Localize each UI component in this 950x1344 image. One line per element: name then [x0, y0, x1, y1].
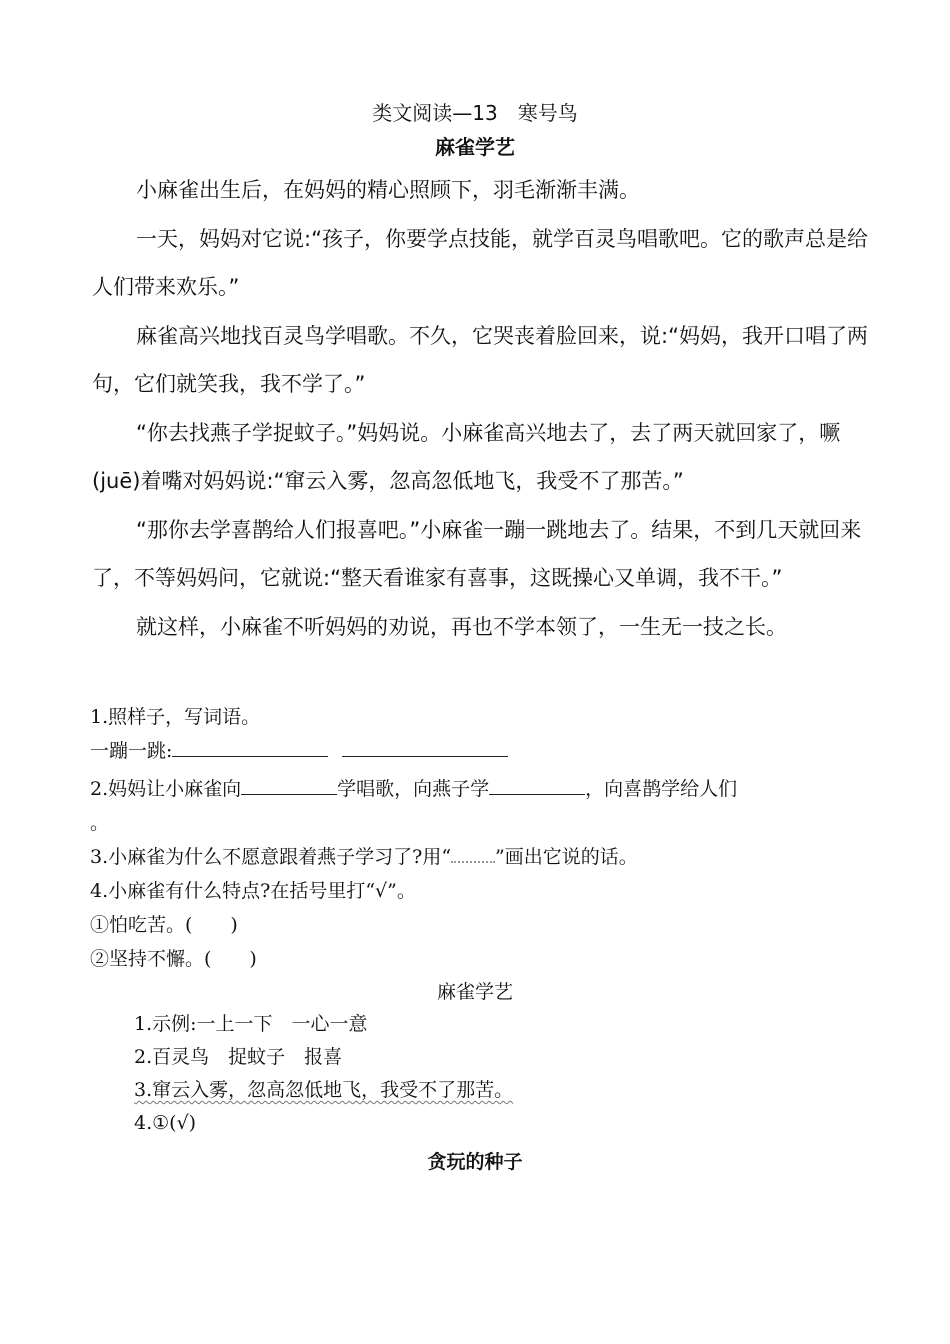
story-title: 麻雀学艺: [435, 135, 515, 159]
answer-blank-1b[interactable]: [342, 736, 508, 757]
question-2-part1: 2.妈妈让小麻雀向: [90, 778, 242, 800]
question-2-part2: 学唱歌，向燕子学: [337, 778, 490, 800]
story-paragraph-5: “那你去学喜鹊给人们报喜吧。”小麻雀一蹦一跳地去了。结果，不到几天就回来了，不等妈妈问，它就说:“整天看谁家有喜事，这既操心又单调，我不干。”: [92, 517, 862, 590]
question-2-end: 。: [90, 812, 110, 834]
answers-title: 麻雀学艺: [436, 981, 513, 1003]
question-3-part1: 3.小麻雀为什么不愿意跟着燕子学习了?用“: [90, 846, 452, 868]
questions-section: [90, 700, 880, 976]
question-1-example-label: 一蹦一跳:: [90, 740, 173, 762]
answer-blank-2b[interactable]: [489, 774, 585, 795]
question-2-part3: ，向喜鹊学给人们: [585, 778, 738, 800]
story-paragraph-3: 麻雀高兴地找百灵鸟学唱歌。不久，它哭丧着脸回来，说:“妈妈，我开口唱了两句，它们就笑我，我不学了。”: [92, 323, 868, 396]
answers-section: [134, 1008, 834, 1140]
story-paragraph-1: 小麻雀出生后，在妈妈的精心照顾下，羽毛渐渐丰满。: [136, 178, 640, 202]
lesson-title: 类文阅读—13 寒号鸟: [372, 101, 578, 125]
question-2: [90, 772, 880, 806]
answer-2: 2.百灵鸟 捉蚊子 报喜: [134, 1046, 343, 1068]
answer-blank-2a[interactable]: [241, 774, 337, 795]
story-text: [92, 166, 872, 651]
question-1-example: [90, 734, 880, 768]
story-paragraph-2: 一天，妈妈对它说:“孩子，你要学点技能，就学百灵鸟唱歌吧。它的歌声总是给人们带来欢乐。”: [92, 226, 868, 299]
next-story-title: 贪玩的种子: [427, 1151, 523, 1173]
answer-3: [134, 1074, 834, 1107]
story-paragraph-6: 就这样，小麻雀不听妈妈的劝说，再也不学本领了，一生无一技之长。: [136, 614, 787, 639]
answer-blank-1a[interactable]: [172, 736, 328, 757]
question-4-option-2[interactable]: ②坚持不懈。( ): [90, 948, 257, 970]
answer-3-text: 3.窜云入雾，忽高忽低地飞，我受不了那苦。: [134, 1079, 514, 1101]
wavy-line-sample: [451, 845, 495, 863]
answer-4: 4.①(√): [134, 1112, 197, 1134]
question-1: 1.照样子，写词语。: [90, 706, 261, 728]
question-3: [90, 840, 880, 874]
question-3-part2: ”画出它说的话。: [495, 846, 638, 868]
story-paragraph-4: “你去找燕子学捉蚊子。”妈妈说。小麻雀高兴地去了，去了两天就回家了，噘(juē)着嘴对妈妈说:“窜云入雾，忽高忽低地飞，我受不了那苦。”: [92, 420, 841, 493]
question-4-option-1[interactable]: ①怕吃苦。( ): [90, 914, 238, 936]
answer-1: 1.示例:一上一下 一心一意: [134, 1013, 368, 1035]
question-4: 4.小麻雀有什么特点?在括号里打“√”。: [90, 880, 416, 902]
